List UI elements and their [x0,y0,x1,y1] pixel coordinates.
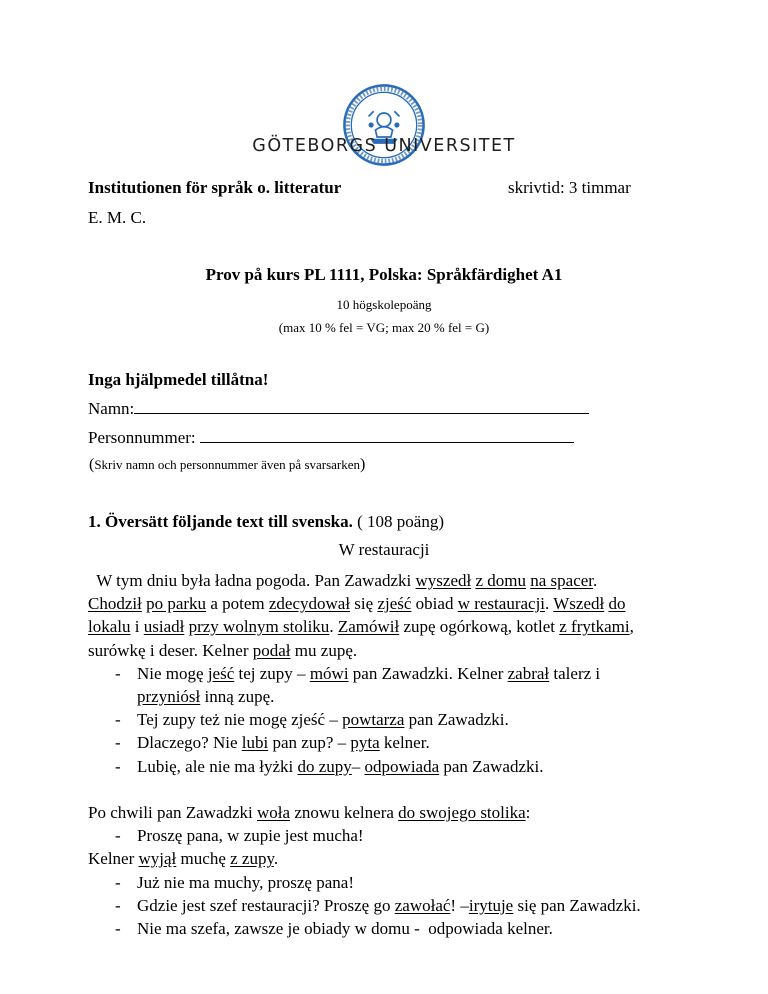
underlined-word: podał [252,640,291,660]
text-segment: . [545,594,554,614]
dialogue-dash: - [115,826,121,846]
text-segment: zupę ogórkową, kotlet [399,617,560,637]
text-line [115,826,364,846]
text-segment: mu zupę. [290,640,358,660]
underlined-word: jeść [207,663,235,683]
underlined-word: powtarza [342,710,405,730]
text-segment: znowu kelnera [290,803,399,822]
dialogue-dash: - [115,919,121,938]
underlined-word: lubi [241,733,269,753]
text-segment: W tym dniu była ładna pogoda. Pan Zawadzki [88,571,416,590]
underlined-word: wyjął [138,849,177,869]
text-line [115,757,543,777]
text-line [115,873,354,893]
personnummer-blank-line[interactable] [200,428,574,443]
text-line [88,594,625,614]
writing-time: skrivtid: 3 timmar [508,178,631,197]
text-segment: Proszę pana, w zupie jest mucha! [137,826,364,846]
text-segment: pan Zawadzki. [439,756,544,776]
personnummer-field[interactable] [88,428,574,448]
text-segment: Już nie ma muchy, proszę pana! [137,872,354,892]
university-name: GÖTEBORGS UNIVERSITET [252,136,516,156]
text-segment: i [130,617,144,637]
underlined-word: z frytkami [559,617,630,637]
text-line [88,641,357,661]
dialogue-dash: - [115,733,121,753]
dialogue-dash: - [115,710,121,730]
underlined-word: zabrał [507,663,550,683]
text-line [115,896,641,916]
text-line [115,919,553,939]
text-segment: pan Zawadzki. [404,710,509,730]
underlined-word: z zupy [230,849,274,869]
underlined-word: do zupy [297,756,352,776]
underlined-word: przy wolnym stoliku [188,617,330,637]
text-line [88,617,634,637]
dialogue-dash: - [115,756,121,776]
text-segment: się pan Zawadzki. [513,895,641,915]
text-segment: . [273,849,279,869]
text-segment: . [329,617,338,637]
task1-points: ( 108 poäng) [352,512,445,531]
text-segment: inną zupę. [200,687,275,706]
underlined-word: po parku [146,594,207,614]
underlined-word: z domu [475,571,526,590]
answer-sheet-note: (Skriv namn och personnummer även på svarsarken) [89,456,366,473]
text-segment: Po chwili pan Zawadzki [88,803,258,822]
text-segment: pan Zawadzki. Kelner [348,663,508,683]
text-segment: obiad [411,594,458,614]
underlined-word: do swojego stolika [398,803,526,822]
exam-title: Prov på kurs PL 1111, Polska: Språkfärdighet A1 [205,265,563,284]
text-segment: Gdzie jest szef restauracji? Proszę go [137,895,395,915]
underlined-word: zawołać [394,895,451,915]
text-title: W restauracji [338,540,430,559]
text-segment: Dlaczego? Nie [137,733,242,753]
text-segment: Tej zupy też nie mogę zjeść – [137,710,343,730]
underlined-word: zdecydował [268,594,351,614]
text-segment: – [351,756,365,776]
text-segment: , [629,617,634,637]
underlined-word: usiadł [143,617,185,637]
text-line [88,571,597,591]
text-line [88,803,530,823]
text-segment: kelner. [379,733,430,753]
underlined-word: wyszedł [415,571,472,590]
underlined-word: Wszedł [553,594,605,614]
grading-scale: (max 10 % fel = VG; max 20 % fel = G) [278,320,490,335]
text-line [115,733,430,753]
underlined-word: irytuje [468,895,514,915]
text-line [115,664,600,684]
text-segment: Kelner [88,849,139,869]
text-segment: muchę [176,849,231,869]
institution-name: Institutionen för språk o. litteratur [88,178,342,197]
underlined-word: pyta [350,733,380,753]
underlined-word: przyniósł [137,687,201,706]
author-initials: E. M. C. [88,208,147,227]
text-segment: ! – [450,895,469,915]
task1-heading [88,512,444,532]
dialogue-dash: - [115,895,121,915]
task1-instruction: 1. Översätt följande text till svenska. [88,512,353,531]
dialogue-dash: - [115,663,121,683]
underlined-word: na spacer [530,571,594,590]
underlined-word: Zamówił [337,617,400,637]
underlined-word: lokalu [88,617,131,637]
text-segment: talerz i [549,663,601,683]
underlined-word: woła [257,803,291,822]
name-blank-line[interactable] [134,399,589,414]
underlined-word: w restauracji [457,594,546,614]
underlined-word: mówi [309,663,349,683]
text-line [115,687,274,707]
text-segment: tej zupy – [234,663,310,683]
underlined-word: do [608,594,626,614]
personnummer-label: Personnummer: [88,428,196,447]
name-label: Namn: [88,399,135,418]
underlined-word: Chodził [88,594,142,614]
text-line [115,710,509,730]
underlined-word: odpowiada [364,756,440,776]
text-segment: Nie mogę [137,663,208,683]
credits: 10 högskolepoäng [336,297,432,312]
text-segment: : [525,803,531,822]
text-segment: Nie ma szefa, zawsze je obiady w domu - odpowiada kelner. [137,919,553,938]
text-segment: surówkę i deser. Kelner [88,640,253,660]
text-segment: się [350,594,378,614]
text-line [88,849,278,869]
text-segment: a potem [206,594,269,614]
underlined-word: zjeść [377,594,412,614]
name-field[interactable] [88,399,589,419]
text-segment: Lubię, ale nie ma łyżki [137,756,298,776]
dialogue-dash: - [115,872,121,892]
text-segment: pan zup? – [268,733,351,753]
text-segment: . [593,571,598,590]
no-aids-notice: Inga hjälpmedel tillåtna! [88,370,269,389]
